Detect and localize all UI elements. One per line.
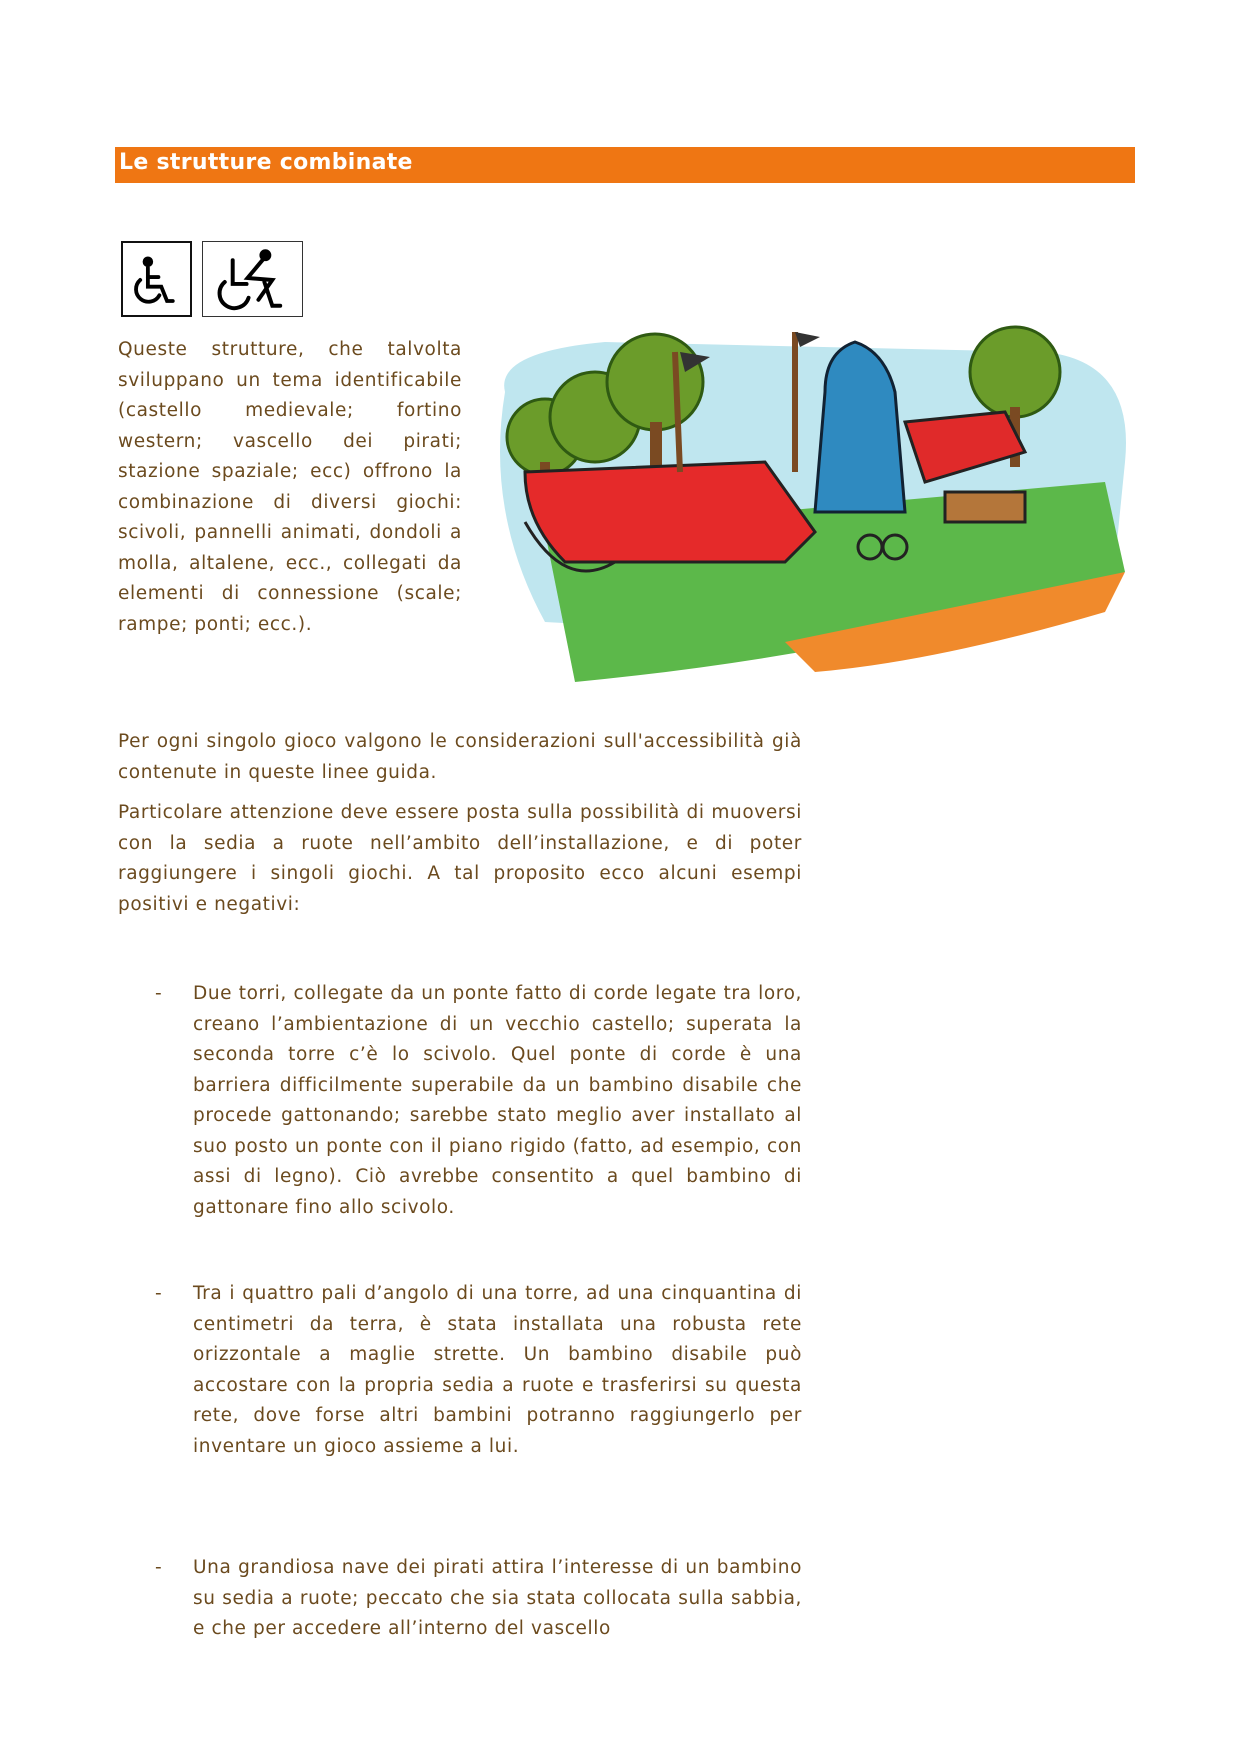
list-item-text: Tra i quattro pali d’angolo di una torre, ad una cinquantina di centimetri da terra, è stata installata una robusta rete orizzontale a maglie strette. Un bambino disabile può accostare con la propria sedia a ruote e trasferirsi su questa rete, dove forse altri bambini potranno raggiungerlo per inventare un gioco assieme a lui.	[193, 1283, 802, 1457]
paragraph-text: Particolare attenzione deve essere posta sulla possibilità di muoversi con la sedia a ruote nell’ambito dell’installazione, e di poter raggiungere i singoli giochi. A tal proposito ecco alcuni esempi positivi e negativi:	[118, 802, 802, 915]
list-item	[118, 1553, 802, 1645]
list-item-text: Due torri, collegate da un ponte fatto di corde legate tra loro, creano l’ambientazione di un vecchio castello; superata la seconda torre c’è lo scivolo. Quel ponte di corde è una barriera difficilmente superabile da un bambino disabile che procede gattonando; sarebbe stato meglio aver installato al suo posto un ponte con il piano rigido (fatto, ad esempio, con assi di legno). Ciò avrebbe consentito a quel bambino di gattonare fino allo scivolo.	[193, 983, 802, 1218]
paragraph-attention	[118, 798, 802, 920]
bullet-marker: -	[155, 983, 162, 1004]
list-item-text: Una grandiosa nave dei pirati attira l’interesse di un bambino su sedia a ruote; peccato che sia stata collocata sulla sabbia, e che per accedere all’interno del vascello	[193, 1557, 802, 1639]
section-title: Le strutture combinate	[119, 150, 413, 175]
list-item	[118, 979, 802, 1223]
list-item	[118, 1279, 802, 1462]
paragraph-accessibility	[118, 727, 802, 788]
paragraph-text: Per ogni singolo gioco valgono le considerazioni sull'accessibilità già contenute in queste linee guida.	[118, 731, 802, 783]
section-header	[115, 147, 1135, 183]
intro-paragraph: Queste strutture, che talvolta sviluppano un tema identificabile (castello medievale; fortino western; vascello dei pirati; stazione spaziale; ecc) offrono la combinazione di diversi giochi: scivoli, pannelli animati, dondoli a molla, altalene, ecc., collegati da elementi di connessione (scale; rampe; ponti; ecc.).	[118, 339, 462, 635]
bullet-marker: -	[155, 1283, 162, 1304]
wheelchair-transfer-icon	[202, 241, 303, 317]
intro-text	[118, 335, 462, 640]
bullet-marker: -	[155, 1557, 162, 1578]
wheelchair-accessible-icon	[121, 241, 192, 317]
playground-illustration	[485, 312, 1135, 682]
